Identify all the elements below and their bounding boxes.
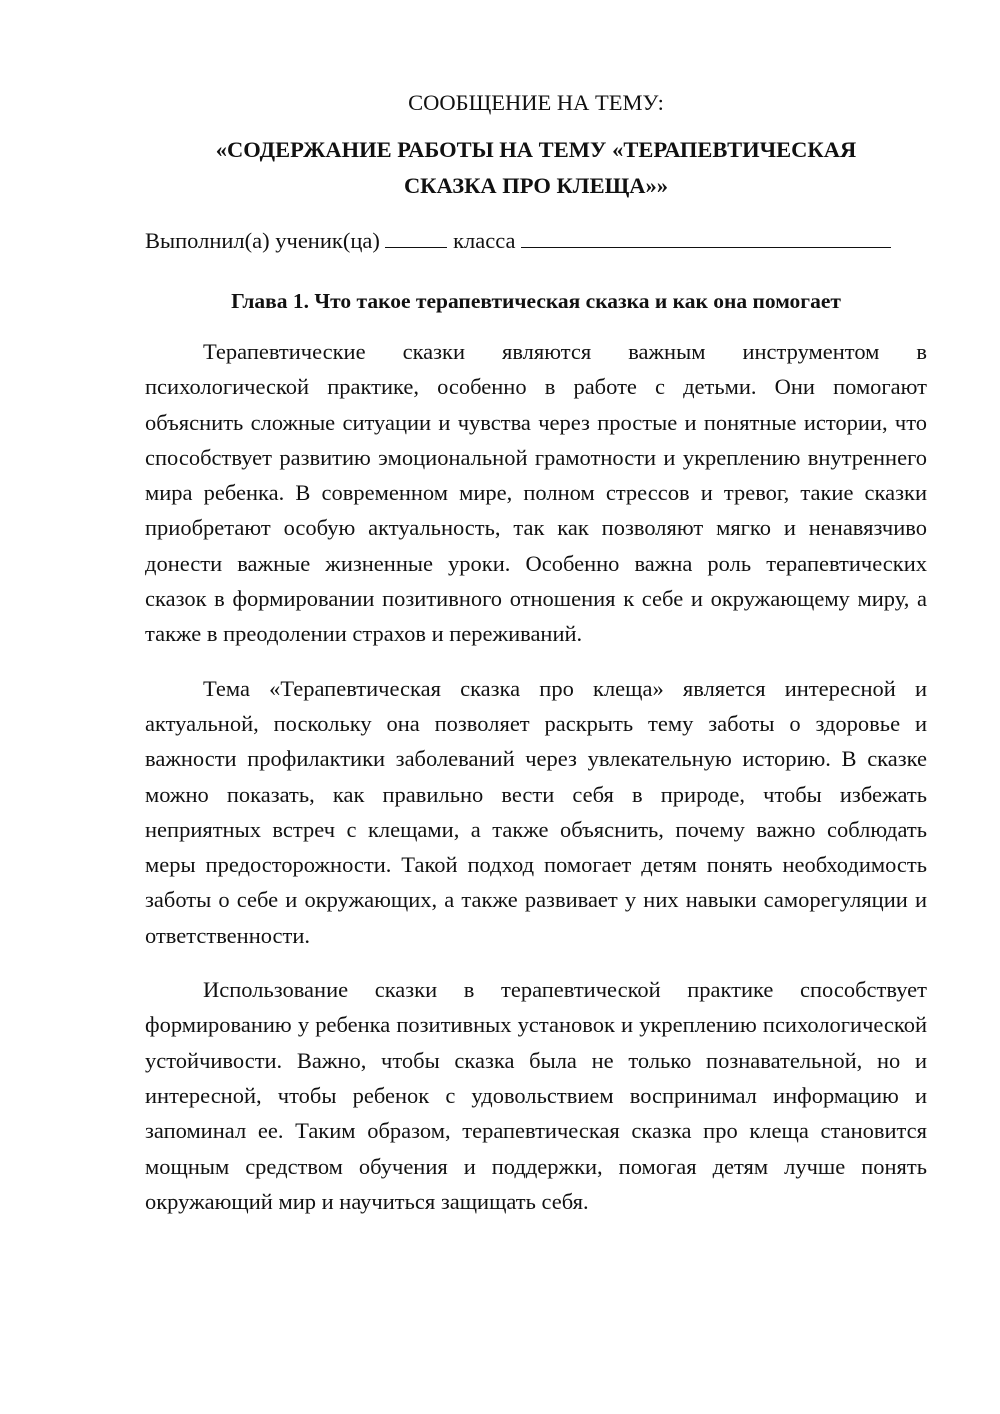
paragraph-1: Терапевтические сказки являются важным инструментом в психологической практике, особенно в работе с детьми. Они помогают объяснить сложные ситуации и чувства через простые и понятные истории, что способствует развитию эмоциональной грамотности и укреплению внутреннего мира ребенка. В современном мире, полном стрессов и тревог, такие сказки приобретают особую актуальность, так как позволяют мягко и ненавязчиво донести важные жизненные уроки. Особенно важна роль терапевтических сказок в формировании позитивного отношения к себе и окружающему миру, а также в преодолении страхов и переживаний. — [145, 339, 927, 647]
paragraph-3: Использование сказки в терапевтической практике способствует формированию у ребенка позитивных установок и укреплению психологической устойчивости. Важно, чтобы сказка была не только познавательной, но и интересной, чтобы ребенок с удовольствием воспринимал информацию и запоминал ее. Таким образом, терапевтическая сказка про клеща становится мощным средством обучения и поддержки, помогая детям лучше понять окружающий мир и научиться защищать себя. — [145, 977, 927, 1214]
author-line — [145, 226, 927, 256]
document-title — [145, 132, 927, 204]
title-line-2: СКАЗКА ПРО КЛЕЩА»» — [403, 173, 669, 198]
author-prefix: Выполнил(а) ученик(ца) — [145, 228, 380, 253]
class-label: класса — [453, 228, 516, 253]
paragraph-2: Тема «Терапевтическая сказка про клеща» является интересной и актуальной, поскольку она позволяет раскрыть тему заботы о здоровье и важности профилактики заболеваний через увлекательную историю. В сказке можно показать, как правильно вести себя в природе, чтобы избежать неприятных встреч с клещами, а также объяснить, почему важно соблюдать меры предосторожности. Такой подход помогает детям понять необходимость заботы о себе и окружающих, а также развивает у них навыки саморегуляции и ответственности. — [145, 675, 927, 948]
student-name-blank — [521, 227, 891, 248]
chapter-heading: Глава 1. Что такое терапевтическая сказка и как она помогает — [231, 289, 841, 313]
document-page — [145, 88, 927, 1219]
class-number-blank — [385, 227, 447, 248]
title-line-1: «СОДЕРЖАНИЕ РАБОТЫ НА ТЕМУ «ТЕРАПЕВТИЧЕСКАЯ — [215, 137, 857, 162]
document-header: СООБЩЕНИЕ НА ТЕМУ: — [408, 90, 664, 115]
